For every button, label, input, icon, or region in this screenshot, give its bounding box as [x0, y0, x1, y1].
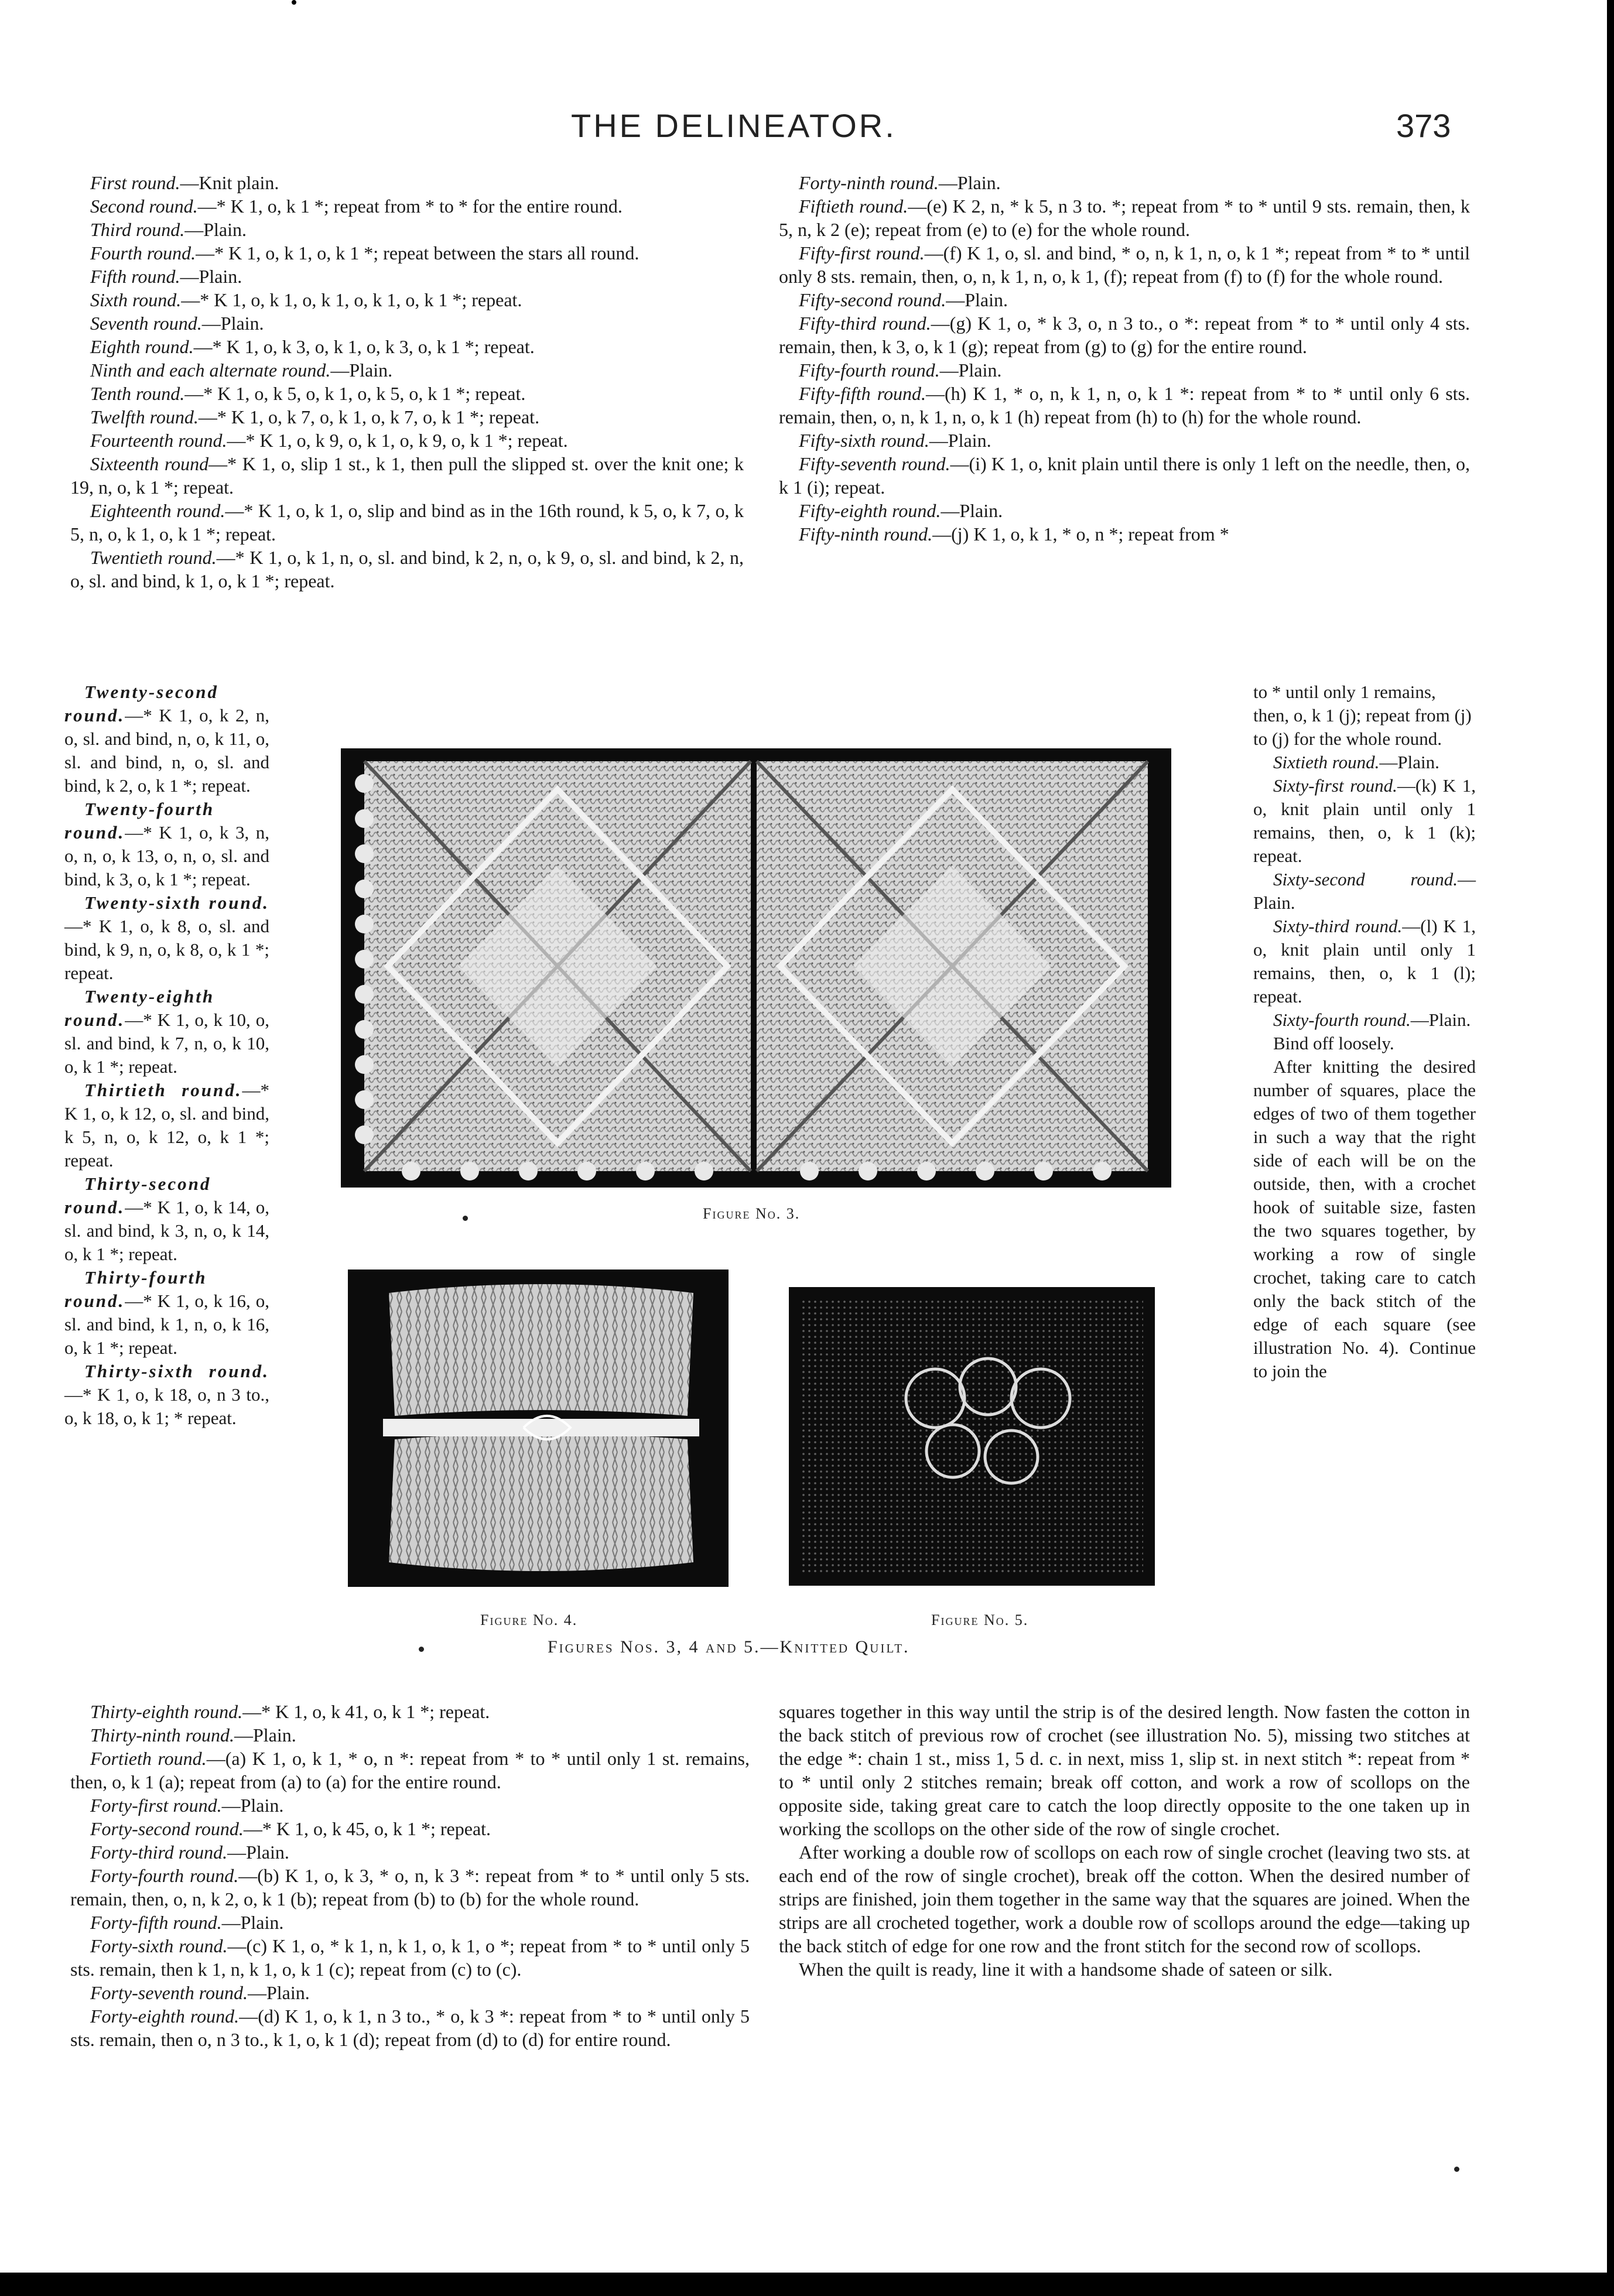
round-text: —(k) K 1, o, knit plain until only 1 remains, then, o, k 1 (k); repeat. — [1253, 775, 1476, 866]
round-instruction — [70, 312, 744, 335]
round-label: Thirty-fourth round. — [64, 1267, 207, 1311]
round-label: Sixty-second round. — [1273, 869, 1458, 889]
round-instruction — [70, 1840, 750, 1864]
round-label: Second round. — [90, 196, 198, 217]
caption-bullet — [463, 1216, 468, 1221]
round-label: Fourteenth round. — [90, 430, 227, 451]
round-text: —* K 1, o, k 14, o, sl. and bind, k 3, n, o, k 14, o, k 1 *; repeat. — [64, 1197, 269, 1264]
round-instruction — [70, 171, 744, 194]
round-text: —(l) K 1, o, knit plain until only 1 remains, then, o, k 1 (l); repeat. — [1253, 916, 1476, 1007]
figure-3-caption: Figure No. 3. — [703, 1205, 801, 1222]
round-instruction — [70, 1747, 750, 1794]
round-label: Twenty-fourth round. — [64, 799, 215, 843]
round-text: —(i) K 1, o, knit plain until there is only 1 left on the needle, then, o, k 1 (i); repeat. — [779, 453, 1471, 498]
round-text: —(b) K 1, o, k 3, * o, n, k 3 *: repeat from * to * until only 5 sts. remain, then, o, n, k 2, o, k 1 (b); repeat from (b) to (b) for the whole round. — [70, 1865, 750, 1910]
round-text: —* K 1, o, k 18, o, n 3 to., o, k 18, o, k 1; * repeat. — [64, 1384, 269, 1428]
round-label: Forty-second round. — [90, 1818, 244, 1839]
round-instruction — [70, 499, 744, 546]
round-label: Twenty-second round. — [64, 682, 218, 726]
round-text: —(g) K 1, o, * k 3, o, n 3 to., o *: repeat from * to * until only 4 sts. remain, then, k 3, o, k 1 (g); repeat from (g) to (g) for the entire round. — [779, 313, 1471, 357]
round-label: Thirty-ninth round. — [90, 1724, 234, 1746]
round-instruction — [64, 1079, 269, 1172]
left-column-bottom — [70, 1700, 750, 2051]
round-label: Fifty-second round. — [799, 289, 946, 310]
quilt-square-right — [757, 761, 1148, 1171]
round-label: Forty-ninth round. — [799, 172, 939, 193]
round-label: Forty-fifth round. — [90, 1912, 222, 1933]
round-text: —* K 1, o, k 1, o, slip and bind as in the 16th round, k 5, o, k 7, o, k 5, n, o, k 1, o, k 1 *; repeat. — [70, 500, 744, 545]
round-text: —Plain. — [221, 1912, 284, 1933]
round-instruction — [779, 194, 1470, 241]
figures-main-caption: Figures Nos. 3, 4 and 5.—Knitted Quilt. — [548, 1637, 910, 1657]
round-label: Thirty-sixth round. — [84, 1361, 269, 1381]
round-label: Sixty-third round. — [1273, 916, 1403, 936]
scan-edge-bottom — [0, 2273, 1614, 2296]
round-instruction — [70, 429, 744, 452]
round-text: —Plain. — [1410, 1010, 1471, 1030]
round-text: —Plain. — [1253, 869, 1476, 913]
round-text: —(j) K 1, o, k 1, * o, n *; repeat from * — [932, 523, 1229, 545]
round-instruction — [779, 358, 1470, 382]
round-instruction — [70, 382, 744, 405]
round-instruction — [70, 1794, 750, 1817]
round-text: —Plain. — [1379, 752, 1439, 772]
body-paragraph: When the quilt is ready, line it with a handsome shade of sateen or silk. — [799, 1959, 1333, 1980]
scan-speck — [292, 0, 296, 5]
round-label: Fifty-fourth round. — [799, 360, 940, 381]
round-label: Thirty-second round. — [64, 1173, 211, 1217]
round-label: Fifty-fifth round. — [799, 383, 926, 404]
round-label: Twelfth round. — [90, 406, 199, 427]
round-instruction — [70, 194, 744, 218]
round-instruction — [779, 429, 1470, 452]
round-text: —(d) K 1, o, k 1, n 3 to., * o, k 3 *: repeat from * to * until only 5 sts. remain, then o, n 3 to., k 1, o, k 1 (d); repeat from (d) to (d) for entire round. — [70, 2006, 750, 2050]
joining-text: After knitting the desired number of squares, place the edges of two of them together in such a way that the right side of each will be on the outside, then, with a crochet hook of suitable size, fasten the two squares together, by working a row of single crochet, taking care to catch only the back stitch of the edge of each square (see illustration No. 4). Continue to join the — [1253, 1056, 1476, 1381]
round-instruction — [779, 382, 1470, 429]
rounds-list — [1253, 751, 1476, 1032]
running-head: THE DELINEATOR. — [571, 107, 897, 144]
round-label: Fifty-sixth round. — [799, 430, 929, 451]
round-text: —(e) K 2, n, * k 5, n 3 to. *; repeat from * to * until 9 sts. remain, then, k 5, n, k 2 (e); repeat from (e) to (e) for the whole round. — [779, 196, 1471, 240]
round-instruction — [779, 522, 1470, 546]
round-instruction — [70, 452, 744, 499]
round-text: —Plain. — [180, 266, 242, 287]
round-label: Thirty-eighth round. — [90, 1701, 243, 1722]
round-label: Fiftieth round. — [799, 196, 908, 217]
caption-bullet — [419, 1647, 424, 1652]
round-instruction — [70, 546, 744, 593]
page-header — [0, 107, 1614, 153]
right-column-bottom — [779, 1700, 1470, 1981]
round-label: Sixth round. — [90, 289, 182, 310]
round-instruction — [779, 171, 1470, 194]
round-text: —Plain. — [227, 1842, 289, 1863]
round-label: Forty-third round. — [90, 1842, 228, 1863]
right-column-top — [779, 171, 1470, 546]
round-text: —(h) K 1, * o, n, k 1, n, o, k 1 *: repeat from * to * until only 6 sts. remain, then, o, n, k 1, n, o, k 1 (h) repeat from (h) to (h) for the whole round. — [779, 383, 1471, 427]
round-label: Tenth round. — [90, 383, 185, 404]
round-text: —* K 1, o, k 1, o, k 1, o, k 1, o, k 1 *; repeat. — [181, 289, 522, 310]
round-text: —Plain. — [247, 1982, 310, 2003]
round-label: Fifty-seventh round. — [799, 453, 950, 474]
round-text: —* K 1, o, k 9, o, k 1, o, k 9, o, k 1 *; repeat. — [227, 430, 568, 451]
left-column-narrow — [64, 680, 269, 1430]
round-label: Forty-seventh round. — [90, 1982, 248, 2003]
round-instruction — [64, 680, 269, 798]
round-instruction — [70, 218, 744, 241]
round-label: Ninth and each alternate round. — [90, 360, 331, 381]
round-label: Third round. — [90, 219, 185, 240]
round-instruction — [1253, 915, 1476, 1008]
quilt-square-left — [364, 761, 751, 1171]
body-paragraph: squares together in this way until the strip is of the desired length. Now fasten the cotton in the back stitch of previous row of crochet (see illustration No. 5), missing two stitches at the edge *: chain 1 st., miss 1, 5 d. c. in next, miss 1, slip st. in next stitch *: repeat from * to * until only 2 stitches remain; break off cotton, and work a row of scollops on the opposite side, taking great care to catch the loop directly opposite to the one taken up in working the scollops on the other side of the row of single crochet. — [779, 1701, 1470, 1839]
round-instruction — [1253, 751, 1476, 774]
round-label: Forty-first round. — [90, 1795, 222, 1816]
round-instruction — [779, 499, 1470, 522]
round-instruction — [1253, 868, 1476, 915]
round-text: —Plain. — [330, 360, 393, 381]
figure-4-photo — [348, 1270, 729, 1587]
round-instruction — [1253, 774, 1476, 868]
round-text: —Plain. — [929, 430, 991, 451]
round-label: Thirtieth round. — [84, 1080, 242, 1100]
round-label: Eighth round. — [90, 336, 194, 357]
round-instruction — [70, 1981, 750, 2004]
caption-bullet — [1454, 2167, 1459, 2172]
round-text: —Plain. — [184, 219, 247, 240]
round-text: —* K 1, o, k 12, o, sl. and bind, k 5, n, o, k 12, o, k 1 *; repeat. — [64, 1080, 269, 1171]
round-text: —Plain. — [939, 360, 1002, 381]
round-instruction — [779, 288, 1470, 312]
figure-5-caption: Figure No. 5. — [931, 1611, 1029, 1628]
round-text: —(a) K 1, o, k 1, * o, n *: repeat from * to * until only 1 st. remains, then, o, k 1 (a); repeat from (a) to (a) for the entire round. — [70, 1748, 750, 1792]
round-label: Sixty-fourth round. — [1273, 1010, 1411, 1030]
round-instruction — [70, 1934, 750, 1981]
round-instruction — [1253, 1008, 1476, 1032]
round-instruction — [64, 1172, 269, 1266]
round-text: —* K 1, o, k 41, o, k 1 *; repeat. — [242, 1701, 490, 1722]
round-text: —Plain. — [946, 289, 1008, 310]
round-label: Forty-sixth round. — [90, 1935, 228, 1956]
round-text: —* K 1, o, k 1 *; repeat from * to * for the entire round. — [197, 196, 623, 217]
round-instruction — [64, 798, 269, 891]
body-paragraph: After working a double row of scollops on each row of single crochet (leaving two sts. at each end of the row of single crochet), break off the cotton. When the desired number of strips are finished, join them together in the same way that the squares are joined. When the strips are all crocheted together, work a double row of scollops around the edge—taking up the back stitch of edge for one row and the front stitch for the second row of scollops. — [779, 1842, 1470, 1956]
round-label: Twentieth round. — [90, 547, 217, 568]
round-text: —* K 1, o, k 2, n, o, sl. and bind, n, o, k 11, o, sl. and bind, n, o, sl. and bind, k 2, o, k 1 *; repeat. — [64, 705, 269, 796]
round-text: —Knit plain. — [180, 172, 279, 193]
round-label: Sixteenth round — [90, 453, 209, 474]
round-instruction — [64, 1266, 269, 1360]
round-label: Fifty-eighth round. — [799, 500, 941, 521]
continuation-text: to * until only 1 remains, then, o, k 1 (j); repeat from (j) to (j) for the whole round. — [1253, 682, 1472, 749]
round-text: —Plain. — [941, 500, 1003, 521]
round-text: —* K 1, o, k 45, o, k 1 *; repeat. — [243, 1818, 491, 1839]
round-label: Twenty-sixth round. — [84, 892, 269, 913]
round-instruction — [64, 891, 269, 985]
round-text: —Plain. — [221, 1795, 284, 1816]
round-instruction — [64, 1360, 269, 1430]
round-text: —Plain. — [938, 172, 1001, 193]
round-text: —Plain. — [201, 313, 264, 334]
round-text: —* K 1, o, k 7, o, k 1, o, k 7, o, k 1 *; repeat. — [198, 406, 540, 427]
scan-edge-right — [1607, 0, 1614, 2296]
round-instruction — [70, 1864, 750, 1911]
round-text: —* K 1, o, slip 1 st., k 1, then pull the slipped st. over the knit one; k 19, n, o, k 1 *; repeat. — [70, 453, 744, 498]
page-number: 373 — [1396, 107, 1451, 144]
bind-off-text: Bind off loosely. — [1273, 1033, 1394, 1053]
round-text: —* K 1, o, k 3, o, k 1, o, k 3, o, k 1 *; repeat. — [193, 336, 535, 357]
round-label: Fifty-third round. — [799, 313, 931, 334]
round-text: —* K 1, o, k 3, n, o, n, o, k 13, o, n, o, sl. and bind, k 3, o, k 1 *; repeat. — [64, 822, 269, 889]
round-text: —* K 1, o, k 8, o, sl. and bind, k 9, n, o, k 8, o, k 1 *; repeat. — [64, 916, 269, 983]
round-instruction — [70, 1817, 750, 1840]
round-instruction — [779, 241, 1470, 288]
figure-4-caption: Figure No. 4. — [480, 1611, 578, 1628]
left-column-top — [70, 171, 744, 593]
round-label: Fourth round. — [90, 242, 196, 264]
round-instruction — [64, 985, 269, 1079]
round-instruction — [70, 288, 744, 312]
round-label: Fortieth round. — [90, 1748, 207, 1769]
round-label: Forty-fourth round. — [90, 1865, 239, 1886]
round-instruction — [779, 312, 1470, 358]
round-text: —* K 1, o, k 5, o, k 1, o, k 5, o, k 1 *; repeat. — [184, 383, 526, 404]
round-instruction — [70, 1911, 750, 1934]
round-text: —* K 1, o, k 1, n, o, sl. and bind, k 2, n, o, k 9, o, sl. and bind, k 2, n, o, sl. and bind, k 1, o, k 1 *; repeat. — [70, 547, 744, 591]
right-column-narrow — [1253, 680, 1476, 1383]
round-label: Seventh round. — [90, 313, 202, 334]
round-instruction — [70, 2004, 750, 2051]
figure-3-photo — [341, 748, 1171, 1188]
round-text: —(c) K 1, o, * k 1, n, k 1, o, k 1, o *; repeat from * to * until only 5 sts. remain, then k 1, n, k 1, o, k 1 (c); repeat from (c) to (c). — [70, 1935, 750, 1980]
round-label: Twenty-eighth round. — [64, 986, 215, 1030]
round-text: —* K 1, o, k 10, o, sl. and bind, k 7, n, o, k 10, o, k 1 *; repeat. — [64, 1010, 269, 1077]
round-text: —Plain. — [234, 1724, 296, 1746]
round-instruction — [70, 1700, 750, 1723]
round-label: Fifth round. — [90, 266, 180, 287]
round-instruction — [70, 335, 744, 358]
figure-5-photo — [789, 1287, 1155, 1586]
round-text: —* K 1, o, k 1, o, k 1 *; repeat between the stars all round. — [196, 242, 640, 264]
round-label: Sixtieth round. — [1273, 752, 1380, 772]
round-text: —* K 1, o, k 16, o, sl. and bind, k 1, n, o, k 16, o, k 1 *; repeat. — [64, 1291, 269, 1358]
round-instruction — [779, 452, 1470, 499]
round-text: —(f) K 1, o, sl. and bind, * o, n, k 1, n, o, k 1 *; repeat from * to * until only 8 sts. remain, then, o, n, k 1, n, o, k 1, (f); repeat from (f) to (f) for the whole round. — [779, 242, 1471, 287]
round-label: Fifty-first round. — [799, 242, 925, 264]
round-label: Forty-eighth round. — [90, 2006, 240, 2027]
round-instruction — [70, 265, 744, 288]
round-label: Fifty-ninth round. — [799, 523, 933, 545]
round-instruction — [70, 241, 744, 265]
round-label: First round. — [90, 172, 180, 193]
round-label: Sixty-first round. — [1273, 775, 1397, 796]
round-instruction — [70, 405, 744, 429]
round-instruction — [70, 1723, 750, 1747]
round-label: Eighteenth round. — [90, 500, 225, 521]
round-instruction — [70, 358, 744, 382]
